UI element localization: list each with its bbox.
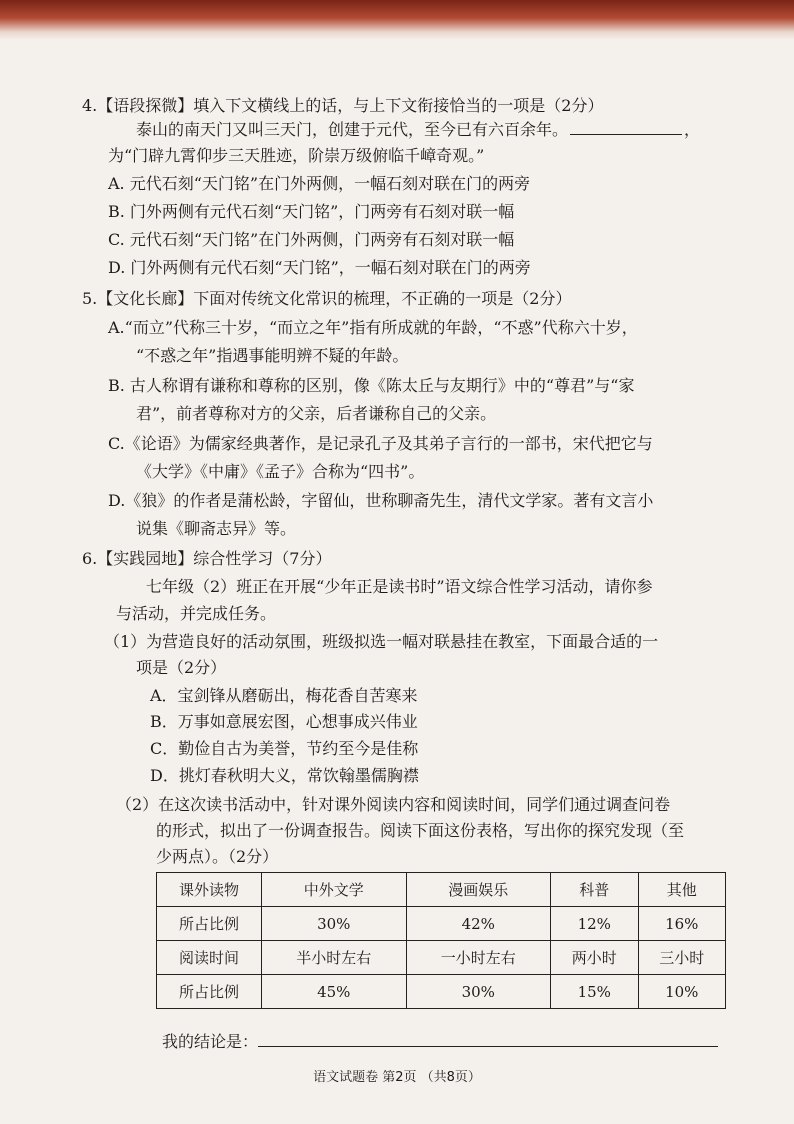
table-cell: 15%	[551, 975, 638, 1009]
q6-intro-line2: 与活动，并完成任务。	[116, 604, 277, 623]
table-cell: 三小时	[638, 941, 726, 975]
table-cell: 所占比例	[157, 907, 262, 941]
table-row	[157, 941, 726, 975]
q6-part2-line1: （2）在这次读书活动中，针对课外阅读内容和阅读时间，同学们通过调查问卷	[116, 795, 671, 814]
page-footer: 语文试题卷 第2页 （共8页）	[313, 1070, 481, 1085]
q6-part1-option-b[interactable]: B．万事如意展宏图，心想事成兴伟业	[150, 712, 418, 731]
table-cell: 漫画娱乐	[406, 873, 551, 907]
q4-option-b[interactable]: B. 门外两侧有元代石刻“天门铭”，门两旁有石刻对联一幅	[108, 202, 515, 221]
table-row	[157, 907, 726, 941]
table-cell: 阅读时间	[157, 941, 262, 975]
q6-stem: 6.【实践园地】综合性学习（7分）	[82, 549, 332, 568]
table-cell: 一小时左右	[406, 941, 551, 975]
q4-passage-line2: 为“门辟九霄仰步三天胜迹，阶崇万级俯临千嶂奇观。”	[108, 146, 485, 165]
q5-stem: 5.【文化长廊】下面对传统文化常识的梳理，不正确的一项是（2分）	[82, 289, 572, 308]
table-cell: 课外读物	[157, 873, 262, 907]
q6-part1-option-a[interactable]: A．宝剑锋从磨砺出，梅花香自苦寒来	[150, 686, 418, 705]
reading-survey-table	[156, 872, 726, 1009]
q6-part1-option-d[interactable]: D．挑灯春秋明大义，常饮翰墨儒胸襟	[150, 766, 419, 785]
q4-option-d[interactable]: D. 门外两侧有元代石刻“天门铭”，一幅石刻对联在门的两旁	[108, 258, 531, 277]
q6-part1-line2: 项是（2分）	[136, 658, 227, 677]
q6-part1-option-c[interactable]: C．勤俭自古为美誉，节约至今是佳称	[150, 739, 419, 758]
q6-part2-line3: 少两点）。（2分）	[156, 847, 279, 866]
q5-option-b-line1[interactable]: B. 古人称谓有谦称和尊称的区别，像《陈太丘与友期行》中的“尊君”与“家	[108, 376, 635, 395]
table-row	[157, 873, 726, 907]
q4-passage-line1	[136, 118, 700, 142]
q5-option-a-line2: “不惑之年”指遇事能明辨不疑的年龄。	[136, 346, 409, 365]
q4-passage-text: 泰山的南天门又叫三天门，创建于元代，至今已有六百余年。	[136, 120, 569, 139]
conclusion-label: 我的结论是：	[162, 1032, 259, 1051]
q5-option-d-line1[interactable]: D.《狼》的作者是蒲松龄，字留仙，世称聊斋先生，清代文学家。著有文言小	[108, 491, 654, 510]
q6-part2-line2: 的形式，拟出了一份调查报告。阅读下面这份表格，写出你的探究发现（至	[156, 821, 685, 840]
q4-passage-comma: ，	[684, 120, 701, 139]
q5-option-d-line2: 说集《聊斋志异》等。	[136, 519, 297, 538]
table-cell: 两小时	[551, 941, 638, 975]
q5-option-c-line1[interactable]: C.《论语》为儒家经典著作，是记录孔子及其弟子言行的一部书，宋代把它与	[108, 434, 653, 453]
conclusion-row	[162, 1030, 718, 1054]
table-cell: 所占比例	[157, 975, 262, 1009]
table-cell: 12%	[551, 907, 638, 941]
table-cell: 10%	[638, 975, 726, 1009]
table-cell: 45%	[262, 975, 407, 1009]
table-cell: 16%	[638, 907, 726, 941]
table-cell: 半小时左右	[262, 941, 407, 975]
table-row	[157, 975, 726, 1009]
table-cell: 中外文学	[262, 873, 407, 907]
q6-part1-line1: （1）为营造良好的活动氛围，班级拟选一幅对联悬挂在教室，下面最合适的一	[104, 632, 659, 651]
table-cell: 42%	[406, 907, 551, 941]
q5-option-c-line2: 《大学》《中庸》《孟子》合称为“四书”。	[136, 462, 425, 481]
table-cell: 30%	[262, 907, 407, 941]
q4-answer-blank[interactable]	[570, 118, 682, 135]
q4-option-a[interactable]: A. 元代石刻“天门铭”在门外两侧，一幅石刻对联在门的两旁	[108, 174, 531, 193]
conclusion-answer-line[interactable]	[258, 1030, 718, 1047]
q4-stem: 4.【语段探微】填入下文横线上的话，与上下文衔接恰当的一项是（2分）	[82, 96, 604, 115]
table-cell: 30%	[406, 975, 551, 1009]
table-cell: 其他	[638, 873, 726, 907]
q4-option-c[interactable]: C. 元代石刻“天门铭”在门外两侧，门两旁有石刻对联一幅	[108, 230, 515, 249]
table-cell: 科普	[551, 873, 638, 907]
q5-option-a-line1[interactable]: A.“而立”代称三十岁，“而立之年”指有所成就的年龄，“不惑”代称六十岁，	[108, 318, 638, 337]
q5-option-b-line2: 君”，前者尊称对方的父亲，后者谦称自己的父亲。	[136, 404, 497, 423]
q6-intro-line1: 七年级（2）班正在开展“少年正是读书时”语文综合性学习活动，请你参	[146, 577, 653, 596]
